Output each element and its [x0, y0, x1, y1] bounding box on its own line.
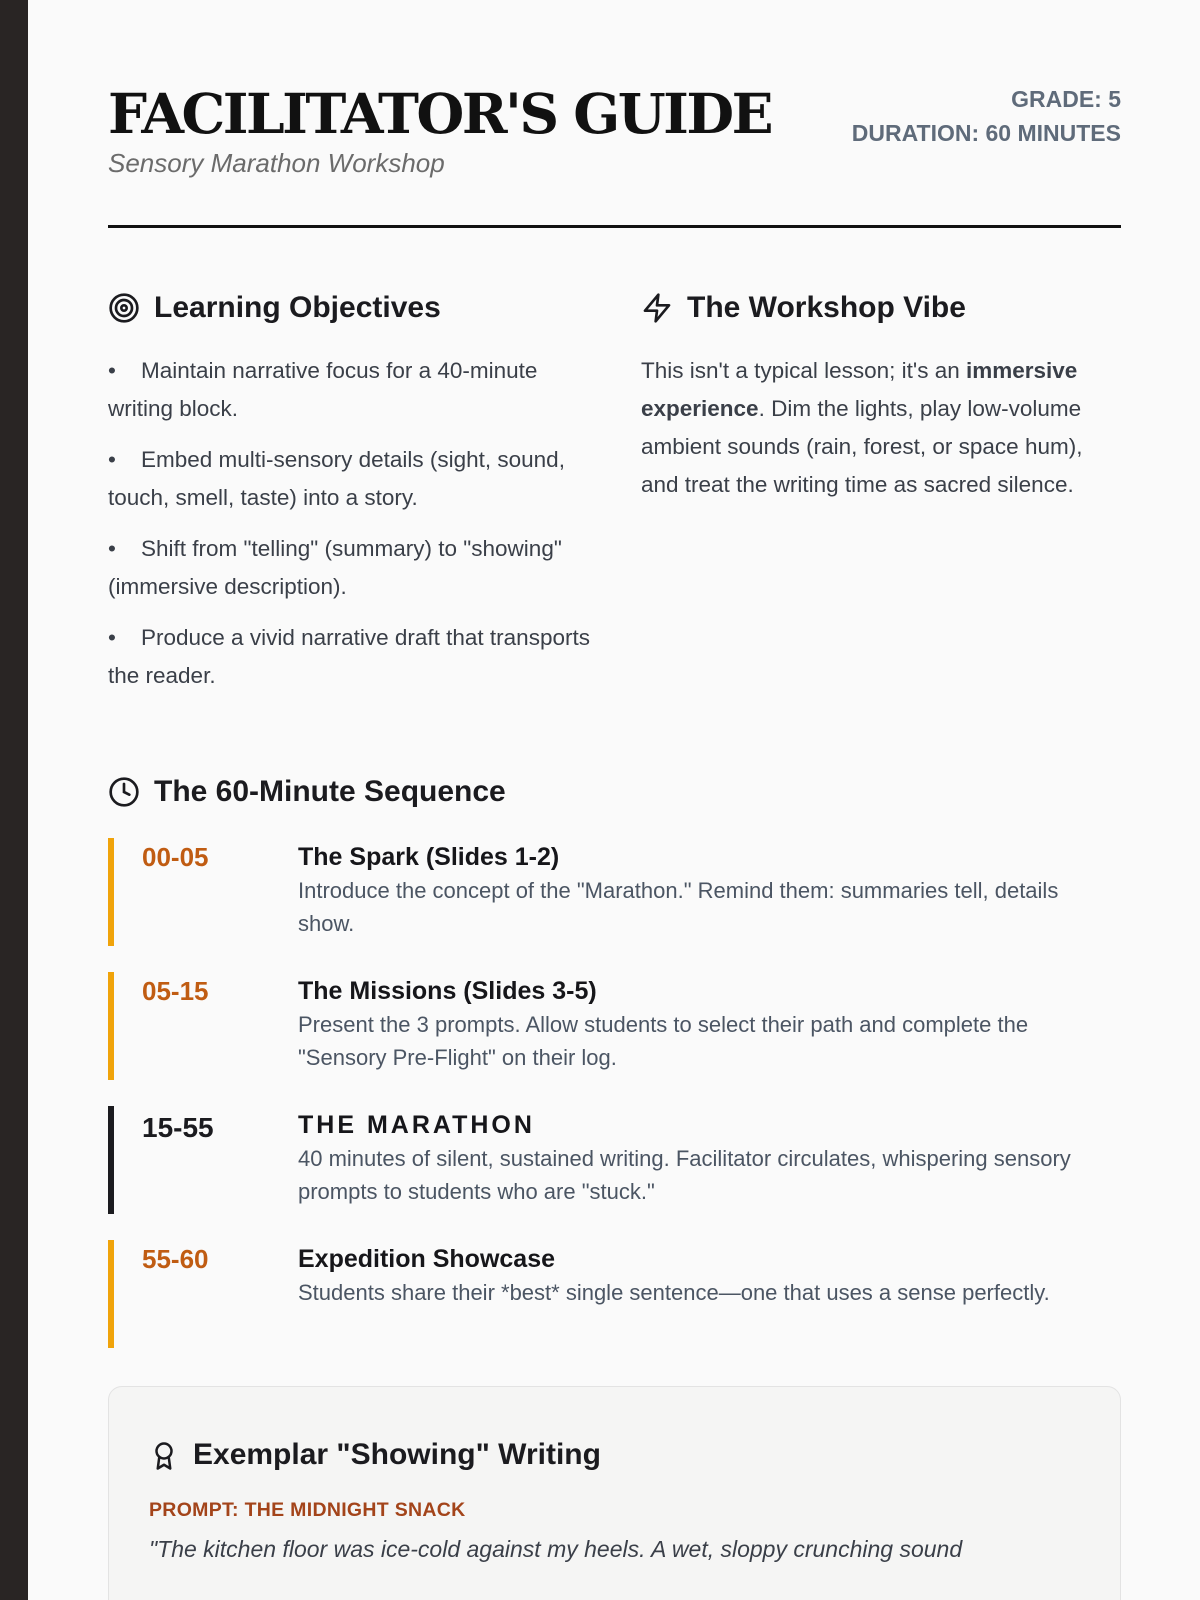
- list-item: [108, 619, 598, 695]
- bullet-icon: •: [108, 358, 116, 383]
- vibe-title: The Workshop Vibe: [687, 291, 966, 324]
- exemplar-quote: "The kitchen floor was ice-cold against my heels. A wet, sloppy crunching sound: [149, 1536, 963, 1562]
- sequence-body: [298, 1242, 1098, 1309]
- sequence-item: [108, 1240, 1121, 1348]
- document-page: [28, 0, 1200, 1600]
- objectives-heading: [108, 284, 598, 332]
- duration-label: DURATION: 60 MINUTES: [851, 120, 1121, 146]
- objectives-list: [108, 352, 598, 695]
- sequence-title: The 60-Minute Sequence: [154, 775, 506, 808]
- sequence-time: 55-60: [142, 1244, 209, 1274]
- sequence-heading: [108, 768, 1121, 816]
- grade-label: GRADE: 5: [1011, 86, 1121, 112]
- clock-icon: [108, 776, 140, 808]
- sequence-item-description: 40 minutes of silent, sustained writing. Facilitator circulates, whispering sensory prompts to students who are "stuck.": [298, 1146, 1071, 1204]
- sequence-item-title: THE MARATHON: [298, 1111, 535, 1139]
- objective-text: Shift from "telling" (summary) to "showing" (immersive description).: [108, 536, 562, 599]
- prompt-label: PROMPT: THE MIDNIGHT SNACK: [149, 1499, 466, 1521]
- sequence-time: 15-55: [142, 1112, 214, 1143]
- sequence-time: 00-05: [142, 842, 209, 872]
- page-title: FACILITATOR'S GUIDE: [108, 81, 772, 146]
- exemplar-heading: [149, 1431, 1080, 1479]
- left-binding-strip: [0, 0, 28, 1600]
- sequence-item-title: Expedition Showcase: [298, 1245, 556, 1273]
- sequence-item-highlight: [108, 1106, 1121, 1214]
- sequence-list: [108, 838, 1121, 1348]
- sequence-item-description: Students share their *best* single sentence—one that uses a sense perfectly.: [298, 1280, 1050, 1305]
- list-item: [108, 530, 598, 606]
- sequence-body: [298, 840, 1098, 940]
- vibe-text-end: . Dim the lights, play low-volume ambient sounds (rain, forest, or space hum), and treat the writing time as sacred silence.: [641, 396, 1083, 497]
- objectives-title: Learning Objectives: [154, 291, 441, 324]
- list-item: [108, 441, 598, 517]
- vibe-paragraph: [641, 352, 1121, 504]
- workshop-vibe-section: [641, 284, 1121, 504]
- target-icon: [108, 292, 140, 324]
- objective-text: Produce a vivid narrative draft that transports the reader.: [108, 625, 590, 688]
- bullet-icon: •: [108, 625, 116, 650]
- vibe-heading: [641, 284, 1121, 332]
- sequence-item: [108, 972, 1121, 1080]
- sequence-body: [298, 974, 1098, 1074]
- sequence-item-description: Introduce the concept of the "Marathon." Remind them: summaries tell, details show.: [298, 878, 1059, 936]
- sequence-item-description: Present the 3 prompts. Allow students to select their path and complete the "Sensory Pre-Flight" on their log.: [298, 1012, 1029, 1070]
- sequence-item-title: The Missions (Slides 3-5): [298, 977, 597, 1005]
- exemplar-card: [108, 1386, 1121, 1600]
- guide-header: [108, 82, 1121, 228]
- sequence-time: 05-15: [142, 976, 209, 1006]
- guide-meta: [852, 82, 1121, 150]
- vibe-text-start: This isn't a typical lesson; it's an: [641, 358, 966, 383]
- bullet-icon: •: [108, 447, 116, 472]
- objective-text: Maintain narrative focus for a 40-minute writing block.: [108, 358, 538, 421]
- award-icon: [149, 1440, 179, 1470]
- vibe-emphasis: immersive experience: [641, 358, 1078, 421]
- sequence-body: [298, 1108, 1098, 1208]
- page-subtitle: Sensory Marathon Workshop: [108, 148, 445, 178]
- lightning-icon: [641, 292, 673, 324]
- sequence-item: [108, 838, 1121, 946]
- list-item: [108, 352, 598, 428]
- exemplar-title: Exemplar "Showing" Writing: [193, 1438, 601, 1471]
- sequence-section: [108, 768, 1121, 1374]
- sequence-item-title: The Spark (Slides 1-2): [298, 843, 560, 871]
- learning-objectives-section: [108, 284, 598, 708]
- objective-text: Embed multi-sensory details (sight, sound, touch, smell, taste) into a story.: [108, 447, 565, 510]
- bullet-icon: •: [108, 536, 116, 561]
